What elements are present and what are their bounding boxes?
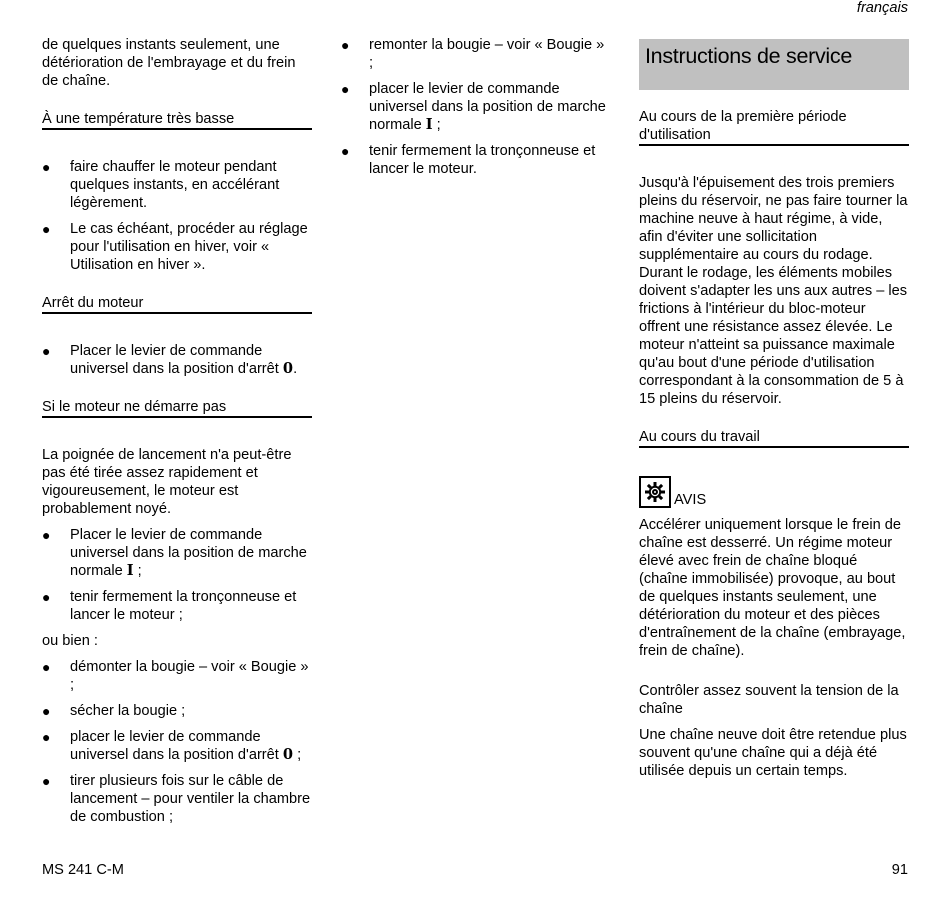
engine-stop-list [42,342,312,378]
run-position-symbol: I [126,562,134,579]
list-item-end: ; [432,117,441,133]
page-title: Instructions de service [639,39,909,90]
restart-list [341,36,611,178]
list-item [341,80,611,134]
list-item [341,142,611,178]
no-start-intro: La poignée de lancement n'a peut-être pas été tirée assez rapidement et vigoureusement, le moteur est probablement noyé. [42,447,292,517]
intro-paragraph: de quelques instants seulement, une détérioration de l'embrayage et du frein de chaîne. [42,37,296,89]
list-item-text: Le cas échéant, procéder au réglage pour l'utilisation en hiver, voir « Utilisation en hiver ». [70,221,308,273]
list-item-text: placer le levier de commande universel dans la position d'arrêt [70,729,283,763]
list-item [42,658,312,694]
notice-label: AVIS [674,492,707,508]
section-heading-during-work: Au cours du travail [639,428,909,448]
section-heading-low-temperature: À une température très basse [42,110,312,130]
bullet-icon: ● [42,659,51,675]
section-heading-no-start: Si le moteur ne démarre pas [42,398,312,418]
page-number: 91 [891,862,908,878]
column-right [639,39,909,788]
column-left [42,36,312,834]
no-start-list [42,526,312,624]
list-item-text: placer le levier de commande universel dans la position de marche normale [369,81,606,133]
list-item-end: ; [293,747,302,763]
bullet-icon: ● [42,703,51,719]
bullet-icon: ● [42,159,51,175]
list-item [42,526,312,580]
list-item [42,772,312,826]
or-else-text: ou bien : [42,633,98,649]
list-item [42,342,312,378]
list-item-text: tirer plusieurs fois sur le câble de lancement – pour ventiler la chambre de combustion ; [70,773,311,825]
bullet-icon: ● [42,589,51,605]
list-item [42,220,312,274]
bullet-icon: ● [42,221,51,237]
chain-tension-text: Une chaîne neuve doit être retendue plus souvent qu'une chaîne qui a déjà été utilisée depuis un certain temps. [639,727,907,779]
bullet-icon: ● [341,81,350,97]
list-item-text: sécher la bougie ; [70,703,186,719]
bullet-icon: ● [341,143,350,159]
bullet-icon: ● [341,37,350,53]
language-label: français [856,0,908,16]
footer-model: MS 241 C-M [42,862,124,878]
list-item-end: ; [133,563,142,579]
list-item-text: Placer le levier de commande universel dans la position de marche normale [70,527,307,579]
section-heading-first-period: Au cours de la première période d'utilisation [639,108,909,146]
list-item [42,158,312,212]
list-item [42,588,312,624]
list-item-text: tenir fermement la tronçonneuse et lancer le moteur. [369,143,596,177]
stop-position-symbol: 0 [282,746,294,763]
bullet-icon: ● [42,343,51,359]
list-item [42,702,312,720]
section-heading-engine-stop: Arrêt du moteur [42,294,312,314]
gear-notice-icon [639,476,671,508]
list-item-text: tenir fermement la tronçonneuse et lancer le moteur ; [70,589,297,623]
list-item-text: remonter la bougie – voir « Bougie » ; [369,37,605,71]
stop-position-symbol: 0 [282,360,294,377]
notice-text: Accélérer uniquement lorsque le frein de chaîne est desserré. Un régime moteur élevé avec frein de chaîne bloqué (chaîne immobilisée) provoque, au bout de quelques instants seulement, une détérioration du moteur et des pièces d'entraînement de la chaîne (embrayage, frein de chaîne). [639,517,906,659]
no-start-alt-list [42,658,312,826]
list-item-text: faire chauffer le moteur pendant quelques instants, en accélérant légèrement. [70,159,280,211]
list-item-end: . [293,361,298,377]
run-position-symbol: I [425,116,433,133]
bullet-icon: ● [42,729,51,745]
list-item-text: Placer le levier de commande universel dans la position d'arrêt [70,343,283,377]
low-temperature-list [42,158,312,274]
bullet-icon: ● [42,773,51,789]
first-period-body: Jusqu'à l'épuisement des trois premiers pleins du réservoir, ne pas faire tourner la machine neuve à haut régime, à vide, afin d'éviter une sollicitation supplémentaire au cours du rodage. Durant le rodage, les éléments mobiles doivent s'adapter les uns aux autres – les frictions à l'intérieur du bloc-moteur offrent une résistance assez élevée. Le moteur n'atteint sa puissance maximale qu'au bout d'une période d'utilisation correspondant à la consommation de 5 à 15 pleins du réservoir. [639,175,908,407]
bullet-icon: ● [42,527,51,543]
notice-header [639,476,909,508]
column-middle [341,36,611,186]
chain-tension-heading: Contrôler assez souvent la tension de la chaîne [639,683,899,717]
list-item [42,728,312,764]
list-item [341,36,611,72]
list-item-text: démonter la bougie – voir « Bougie » ; [70,659,309,693]
